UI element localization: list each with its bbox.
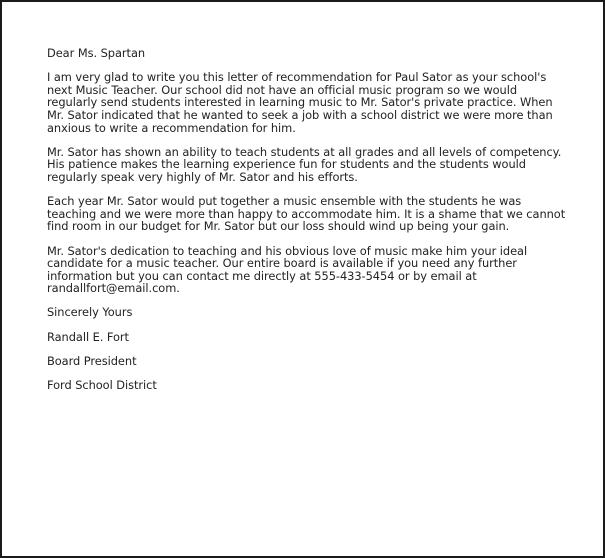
paragraph-1: I am very glad to write you this letter of recommendation for Paul Sator as your school's next Music Teacher. Our school did not have an official music program so we would regularly send students interested in learning music to Mr. Sator's private practice. When Mr. Sator indicated that he wanted to seek a job with a school district we were more than anxious to write a recommendation for him. <box>47 70 553 135</box>
salutation: Dear Ms. Spartan <box>47 46 146 60</box>
signer-org: Ford School District <box>47 378 157 393</box>
closing: Sincerely Yours <box>47 305 133 320</box>
signer-name: Randall E. Fort <box>47 329 129 344</box>
letter-body <box>47 47 567 403</box>
paragraph-3: Each year Mr. Sator would put together a music ensemble with the students he was teaching and we were more than happy to accommodate him. It is a shame that we cannot find room in our budget for Mr. Sator but our loss should wind up being your gain. <box>47 194 566 234</box>
paragraph-2: Mr. Sator has shown an ability to teach students at all grades and all levels of competency. His patience makes the learning experience fun for students and the students would regularly speak very highly of Mr. Sator and his efforts. <box>47 144 562 184</box>
paragraph-4: Mr. Sator's dedication to teaching and his obvious love of music make him your ideal candidate for a music teacher. Our entire board is available if you need any further information but you can contact me directly at 555-433-5454 or by email at randallfort@email.com. <box>47 243 528 296</box>
signer-title: Board President <box>47 353 137 368</box>
